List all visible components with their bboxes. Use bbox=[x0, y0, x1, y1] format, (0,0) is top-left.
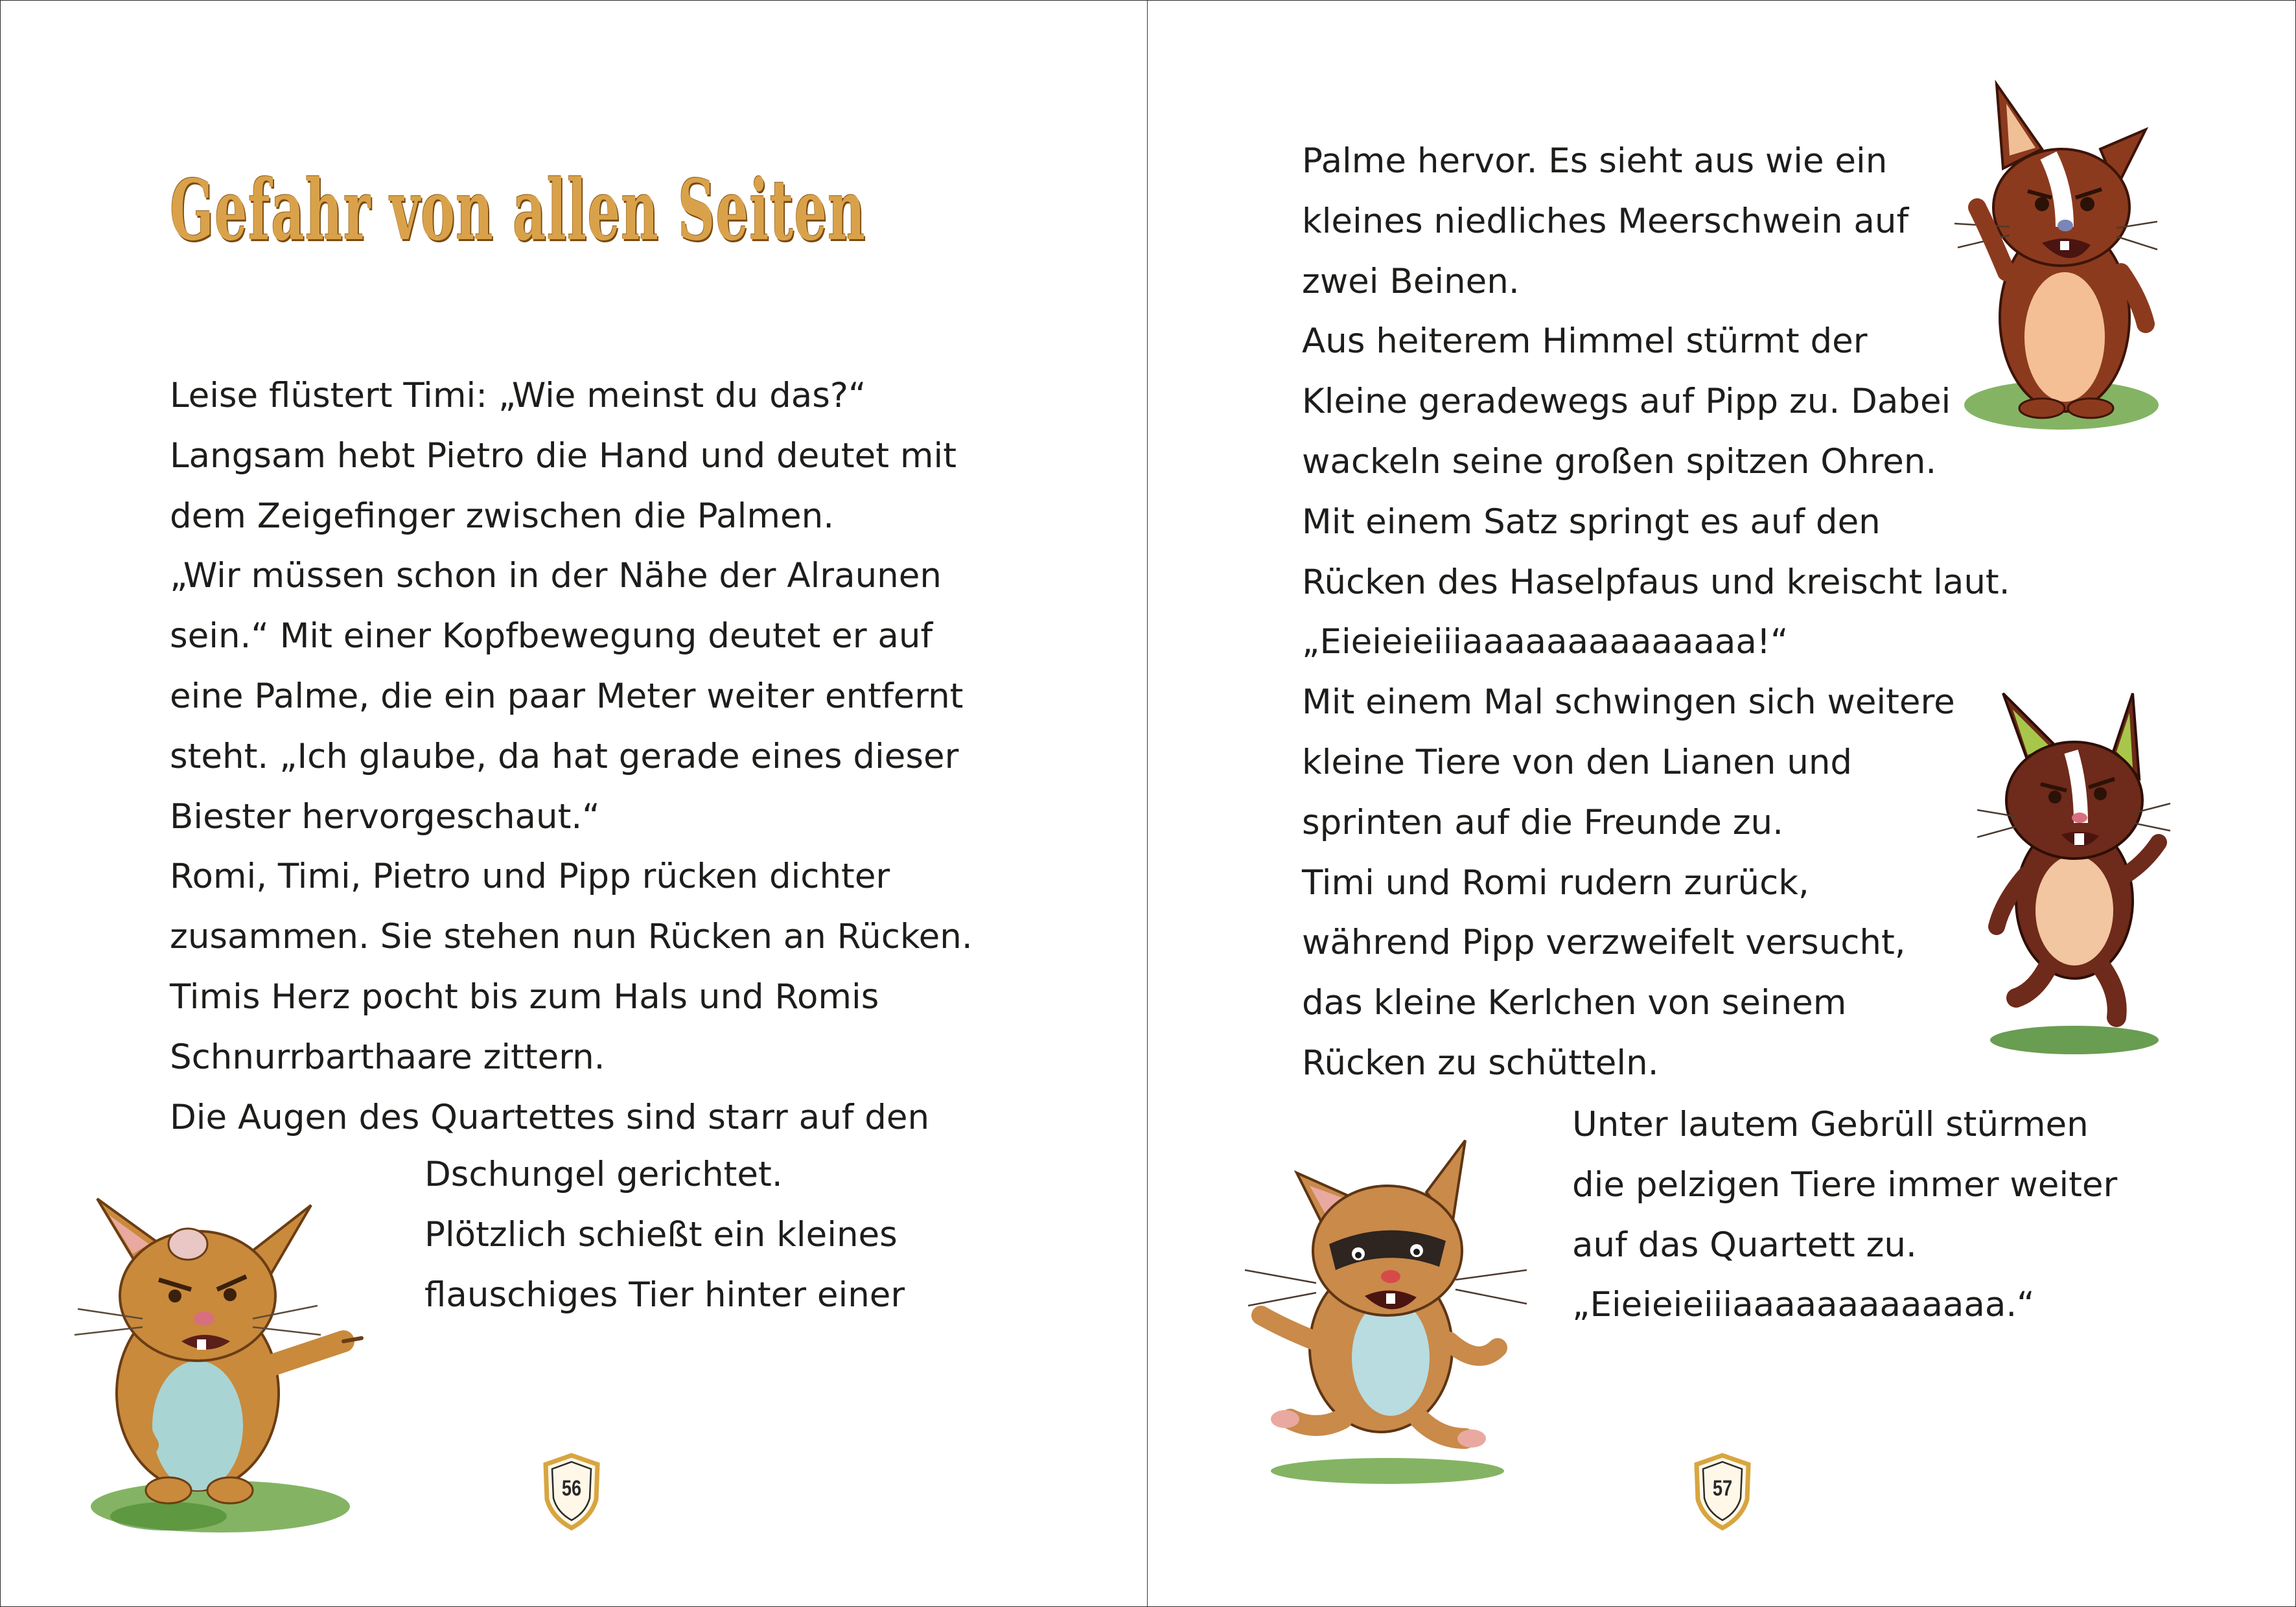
text-line: Aus heiterem Himmel stürmt der bbox=[1302, 321, 1868, 362]
text-line: Palme hervor. Es sieht aus wie ein bbox=[1302, 141, 1888, 181]
text-line: Timis Herz pocht bis zum Hals und Romis bbox=[170, 977, 879, 1017]
text-line: „Eieieieiiiaaaaaaaaaaaaa.“ bbox=[1572, 1285, 2035, 1325]
right-body-text bbox=[1302, 132, 2010, 1094]
text-line: kleine Tiere von den Lianen und bbox=[1302, 742, 1853, 782]
page-number-badge bbox=[539, 1453, 604, 1531]
angry-hamster-illustration bbox=[58, 1179, 369, 1542]
text-line: Kleine geradewegs auf Pipp zu. Dabei bbox=[1302, 382, 1951, 422]
text-line: steht. „Ich glaube, da hat gerade eines dieser bbox=[170, 736, 959, 776]
text-line: sprinten auf die Freunde zu. bbox=[1302, 802, 1783, 842]
text-line: Leise flüstert Timi: „Wie meinst du das?“ bbox=[170, 376, 866, 415]
right-indented-text bbox=[1572, 1095, 2117, 1335]
page-number: 57 bbox=[1712, 1476, 1733, 1501]
chapter-title: Gefahr von allen Seiten bbox=[170, 162, 866, 259]
text-line: sein.“ Mit einer Kopfbewegung deutet er auf bbox=[170, 616, 933, 656]
text-line: Die Augen des Quartettes sind starr auf den bbox=[170, 1097, 930, 1137]
text-line: zusammen. Sie stehen nun Rücken an Rücken. bbox=[170, 917, 973, 957]
text-line: „Wir müssen schon in der Nähe der Alraunen bbox=[170, 556, 942, 596]
text-line: wackeln seine großen spitzen Ohren. bbox=[1302, 441, 1937, 481]
text-line: dem Zeigefinger zwischen die Palmen. bbox=[170, 496, 835, 536]
text-line: Romi, Timi, Pietro und Pipp rücken dichter bbox=[170, 857, 890, 897]
page-number-badge bbox=[1690, 1453, 1755, 1531]
page-number: 56 bbox=[561, 1476, 582, 1501]
text-line: Mit einem Satz springt es auf den bbox=[1302, 502, 1881, 542]
left-indented-text bbox=[424, 1145, 905, 1325]
text-line: die pelzigen Tiere immer weiter bbox=[1572, 1164, 2118, 1205]
text-line: Timi und Romi rudern zurück, bbox=[1302, 862, 1809, 903]
text-line: „Eieieieiiiaaaaaaaaaaaaaa!“ bbox=[1302, 622, 1789, 662]
masked-creature-illustration bbox=[1232, 1134, 1536, 1497]
right-page bbox=[1148, 0, 2296, 1607]
text-line: auf das Quartett zu. bbox=[1572, 1225, 1917, 1265]
text-line: Langsam hebt Pietro die Hand und deutet mit bbox=[170, 435, 957, 476]
text-line: Biester hervorgeschaut.“ bbox=[170, 796, 600, 837]
text-line: Dschungel gerichtet. bbox=[424, 1155, 783, 1194]
text-line: zwei Beinen. bbox=[1302, 261, 1520, 301]
left-body-text bbox=[170, 366, 973, 1148]
text-line: Mit einem Mal schwingen sich weitere bbox=[1302, 682, 1955, 723]
text-line: Unter lautem Gebrüll stürmen bbox=[1572, 1105, 2089, 1144]
text-line: eine Palme, die ein paar Meter weiter entfernt bbox=[170, 676, 964, 716]
text-line: flauschiges Tier hinter einer bbox=[424, 1275, 905, 1315]
text-line: kleines niedliches Meerschwein auf bbox=[1302, 201, 1909, 241]
text-line: das kleine Kerlchen von seinem bbox=[1302, 983, 1847, 1023]
text-line: während Pipp verzweifelt versucht, bbox=[1302, 923, 1906, 963]
text-line: Plötzlich schießt ein kleines bbox=[424, 1214, 898, 1254]
text-line: Schnurrbarthaare zittern. bbox=[170, 1037, 605, 1077]
text-line: Rücken zu schütteln. bbox=[1302, 1043, 1659, 1083]
text-line: Rücken des Haselpfaus und kreischt laut. bbox=[1302, 562, 2010, 602]
